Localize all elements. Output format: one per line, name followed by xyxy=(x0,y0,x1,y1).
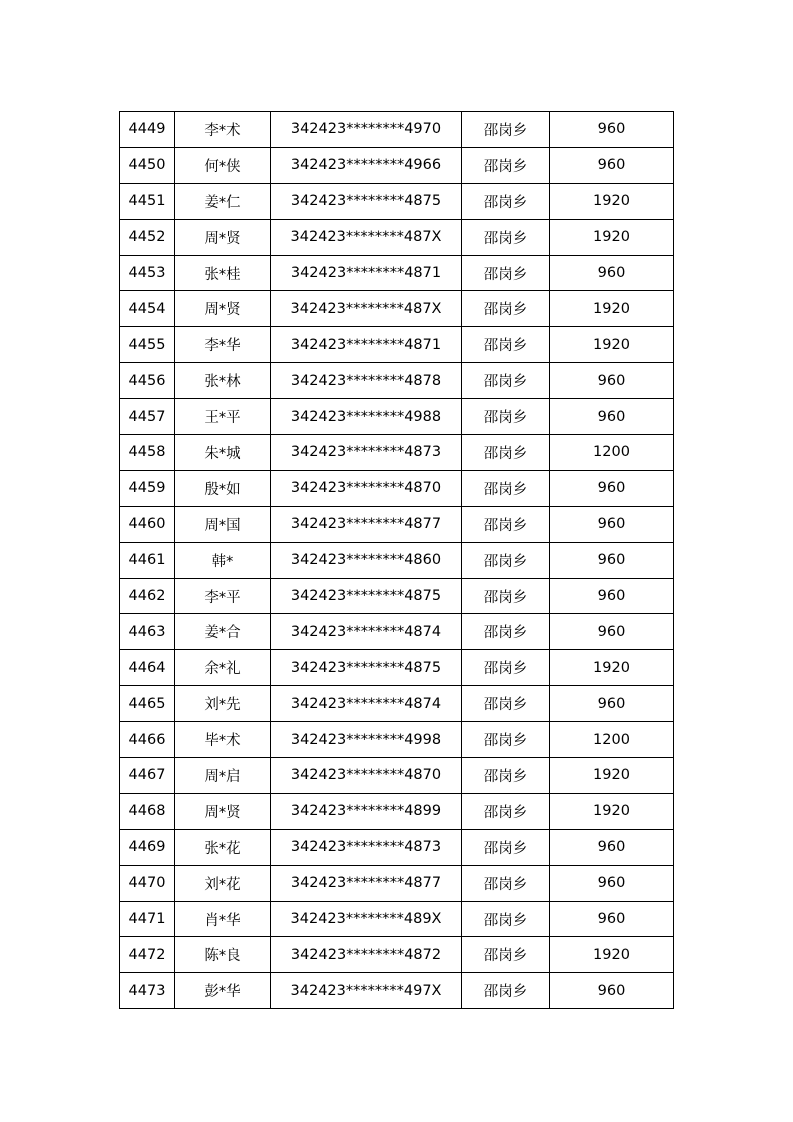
row-number: 4461 xyxy=(120,542,175,578)
row-number: 4473 xyxy=(120,973,175,1009)
amount: 1920 xyxy=(550,291,674,327)
table-row xyxy=(120,399,674,435)
person-name: 李*术 xyxy=(175,112,271,148)
township: 邵岗乡 xyxy=(462,435,550,471)
person-name: 周*贤 xyxy=(175,793,271,829)
table-row xyxy=(120,219,674,255)
township: 邵岗乡 xyxy=(462,183,550,219)
amount: 960 xyxy=(550,112,674,148)
table-row xyxy=(120,973,674,1009)
person-name: 余*礼 xyxy=(175,650,271,686)
amount: 960 xyxy=(550,973,674,1009)
person-name: 殷*如 xyxy=(175,470,271,506)
table-row xyxy=(120,147,674,183)
person-name: 周*贤 xyxy=(175,219,271,255)
township: 邵岗乡 xyxy=(462,542,550,578)
township: 邵岗乡 xyxy=(462,506,550,542)
row-number: 4465 xyxy=(120,686,175,722)
amount: 960 xyxy=(550,901,674,937)
id-number: 342423********4998 xyxy=(271,722,462,758)
roster-table-body xyxy=(120,112,674,1009)
row-number: 4451 xyxy=(120,183,175,219)
person-name: 张*桂 xyxy=(175,255,271,291)
id-number: 342423********4870 xyxy=(271,758,462,794)
person-name: 何*侠 xyxy=(175,147,271,183)
id-number: 342423********497X xyxy=(271,973,462,1009)
amount: 1920 xyxy=(550,937,674,973)
amount: 960 xyxy=(550,147,674,183)
township: 邵岗乡 xyxy=(462,470,550,506)
id-number: 342423********4871 xyxy=(271,327,462,363)
table-row xyxy=(120,865,674,901)
amount: 960 xyxy=(550,363,674,399)
table-row xyxy=(120,758,674,794)
person-name: 韩* xyxy=(175,542,271,578)
table-row xyxy=(120,578,674,614)
amount: 960 xyxy=(550,578,674,614)
township: 邵岗乡 xyxy=(462,650,550,686)
id-number: 342423********4877 xyxy=(271,865,462,901)
amount: 960 xyxy=(550,614,674,650)
id-number: 342423********4870 xyxy=(271,470,462,506)
id-number: 342423********4874 xyxy=(271,686,462,722)
township: 邵岗乡 xyxy=(462,399,550,435)
amount: 1200 xyxy=(550,722,674,758)
amount: 960 xyxy=(550,829,674,865)
township: 邵岗乡 xyxy=(462,147,550,183)
person-name: 李*华 xyxy=(175,327,271,363)
row-number: 4454 xyxy=(120,291,175,327)
township: 邵岗乡 xyxy=(462,973,550,1009)
township: 邵岗乡 xyxy=(462,793,550,829)
person-name: 姜*仁 xyxy=(175,183,271,219)
row-number: 4467 xyxy=(120,758,175,794)
table-row xyxy=(120,937,674,973)
row-number: 4469 xyxy=(120,829,175,865)
township: 邵岗乡 xyxy=(462,901,550,937)
table-row xyxy=(120,327,674,363)
table-row xyxy=(120,255,674,291)
row-number: 4459 xyxy=(120,470,175,506)
id-number: 342423********487X xyxy=(271,219,462,255)
person-name: 周*启 xyxy=(175,758,271,794)
person-name: 刘*先 xyxy=(175,686,271,722)
person-name: 张*林 xyxy=(175,363,271,399)
table-row xyxy=(120,722,674,758)
id-number: 342423********4875 xyxy=(271,183,462,219)
township: 邵岗乡 xyxy=(462,255,550,291)
person-name: 姜*合 xyxy=(175,614,271,650)
id-number: 342423********4877 xyxy=(271,506,462,542)
person-name: 周*国 xyxy=(175,506,271,542)
person-name: 陈*良 xyxy=(175,937,271,973)
row-number: 4472 xyxy=(120,937,175,973)
id-number: 342423********4899 xyxy=(271,793,462,829)
id-number: 342423********4873 xyxy=(271,435,462,471)
amount: 1920 xyxy=(550,650,674,686)
table-row xyxy=(120,901,674,937)
table-row xyxy=(120,183,674,219)
amount: 1920 xyxy=(550,758,674,794)
id-number: 342423********489X xyxy=(271,901,462,937)
person-name: 朱*城 xyxy=(175,435,271,471)
row-number: 4458 xyxy=(120,435,175,471)
amount: 1920 xyxy=(550,183,674,219)
township: 邵岗乡 xyxy=(462,363,550,399)
row-number: 4462 xyxy=(120,578,175,614)
id-number: 342423********487X xyxy=(271,291,462,327)
roster-table xyxy=(119,111,674,1009)
row-number: 4450 xyxy=(120,147,175,183)
table-row xyxy=(120,363,674,399)
id-number: 342423********4875 xyxy=(271,650,462,686)
township: 邵岗乡 xyxy=(462,219,550,255)
table-row xyxy=(120,686,674,722)
id-number: 342423********4878 xyxy=(271,363,462,399)
person-name: 肖*华 xyxy=(175,901,271,937)
amount: 1200 xyxy=(550,435,674,471)
table-row xyxy=(120,470,674,506)
table-row xyxy=(120,650,674,686)
table-row xyxy=(120,793,674,829)
row-number: 4460 xyxy=(120,506,175,542)
row-number: 4456 xyxy=(120,363,175,399)
township: 邵岗乡 xyxy=(462,758,550,794)
row-number: 4452 xyxy=(120,219,175,255)
id-number: 342423********4970 xyxy=(271,112,462,148)
township: 邵岗乡 xyxy=(462,112,550,148)
row-number: 4455 xyxy=(120,327,175,363)
row-number: 4468 xyxy=(120,793,175,829)
table-row xyxy=(120,614,674,650)
row-number: 4457 xyxy=(120,399,175,435)
amount: 1920 xyxy=(550,327,674,363)
township: 邵岗乡 xyxy=(462,937,550,973)
id-number: 342423********4871 xyxy=(271,255,462,291)
amount: 1920 xyxy=(550,793,674,829)
amount: 960 xyxy=(550,470,674,506)
person-name: 彭*华 xyxy=(175,973,271,1009)
amount: 960 xyxy=(550,542,674,578)
id-number: 342423********4988 xyxy=(271,399,462,435)
row-number: 4453 xyxy=(120,255,175,291)
id-number: 342423********4966 xyxy=(271,147,462,183)
person-name: 李*平 xyxy=(175,578,271,614)
amount: 960 xyxy=(550,686,674,722)
table-row xyxy=(120,435,674,471)
township: 邵岗乡 xyxy=(462,686,550,722)
amount: 960 xyxy=(550,865,674,901)
township: 邵岗乡 xyxy=(462,722,550,758)
township: 邵岗乡 xyxy=(462,865,550,901)
row-number: 4463 xyxy=(120,614,175,650)
row-number: 4471 xyxy=(120,901,175,937)
id-number: 342423********4873 xyxy=(271,829,462,865)
table-row xyxy=(120,291,674,327)
amount: 1920 xyxy=(550,219,674,255)
table-row xyxy=(120,542,674,578)
id-number: 342423********4875 xyxy=(271,578,462,614)
row-number: 4449 xyxy=(120,112,175,148)
table-row xyxy=(120,506,674,542)
id-number: 342423********4860 xyxy=(271,542,462,578)
township: 邵岗乡 xyxy=(462,614,550,650)
township: 邵岗乡 xyxy=(462,578,550,614)
person-name: 刘*花 xyxy=(175,865,271,901)
id-number: 342423********4874 xyxy=(271,614,462,650)
amount: 960 xyxy=(550,399,674,435)
table-row xyxy=(120,112,674,148)
id-number: 342423********4872 xyxy=(271,937,462,973)
person-name: 王*平 xyxy=(175,399,271,435)
township: 邵岗乡 xyxy=(462,291,550,327)
row-number: 4466 xyxy=(120,722,175,758)
amount: 960 xyxy=(550,255,674,291)
person-name: 周*贤 xyxy=(175,291,271,327)
row-number: 4470 xyxy=(120,865,175,901)
township: 邵岗乡 xyxy=(462,829,550,865)
township: 邵岗乡 xyxy=(462,327,550,363)
person-name: 毕*术 xyxy=(175,722,271,758)
row-number: 4464 xyxy=(120,650,175,686)
amount: 960 xyxy=(550,506,674,542)
table-row xyxy=(120,829,674,865)
person-name: 张*花 xyxy=(175,829,271,865)
